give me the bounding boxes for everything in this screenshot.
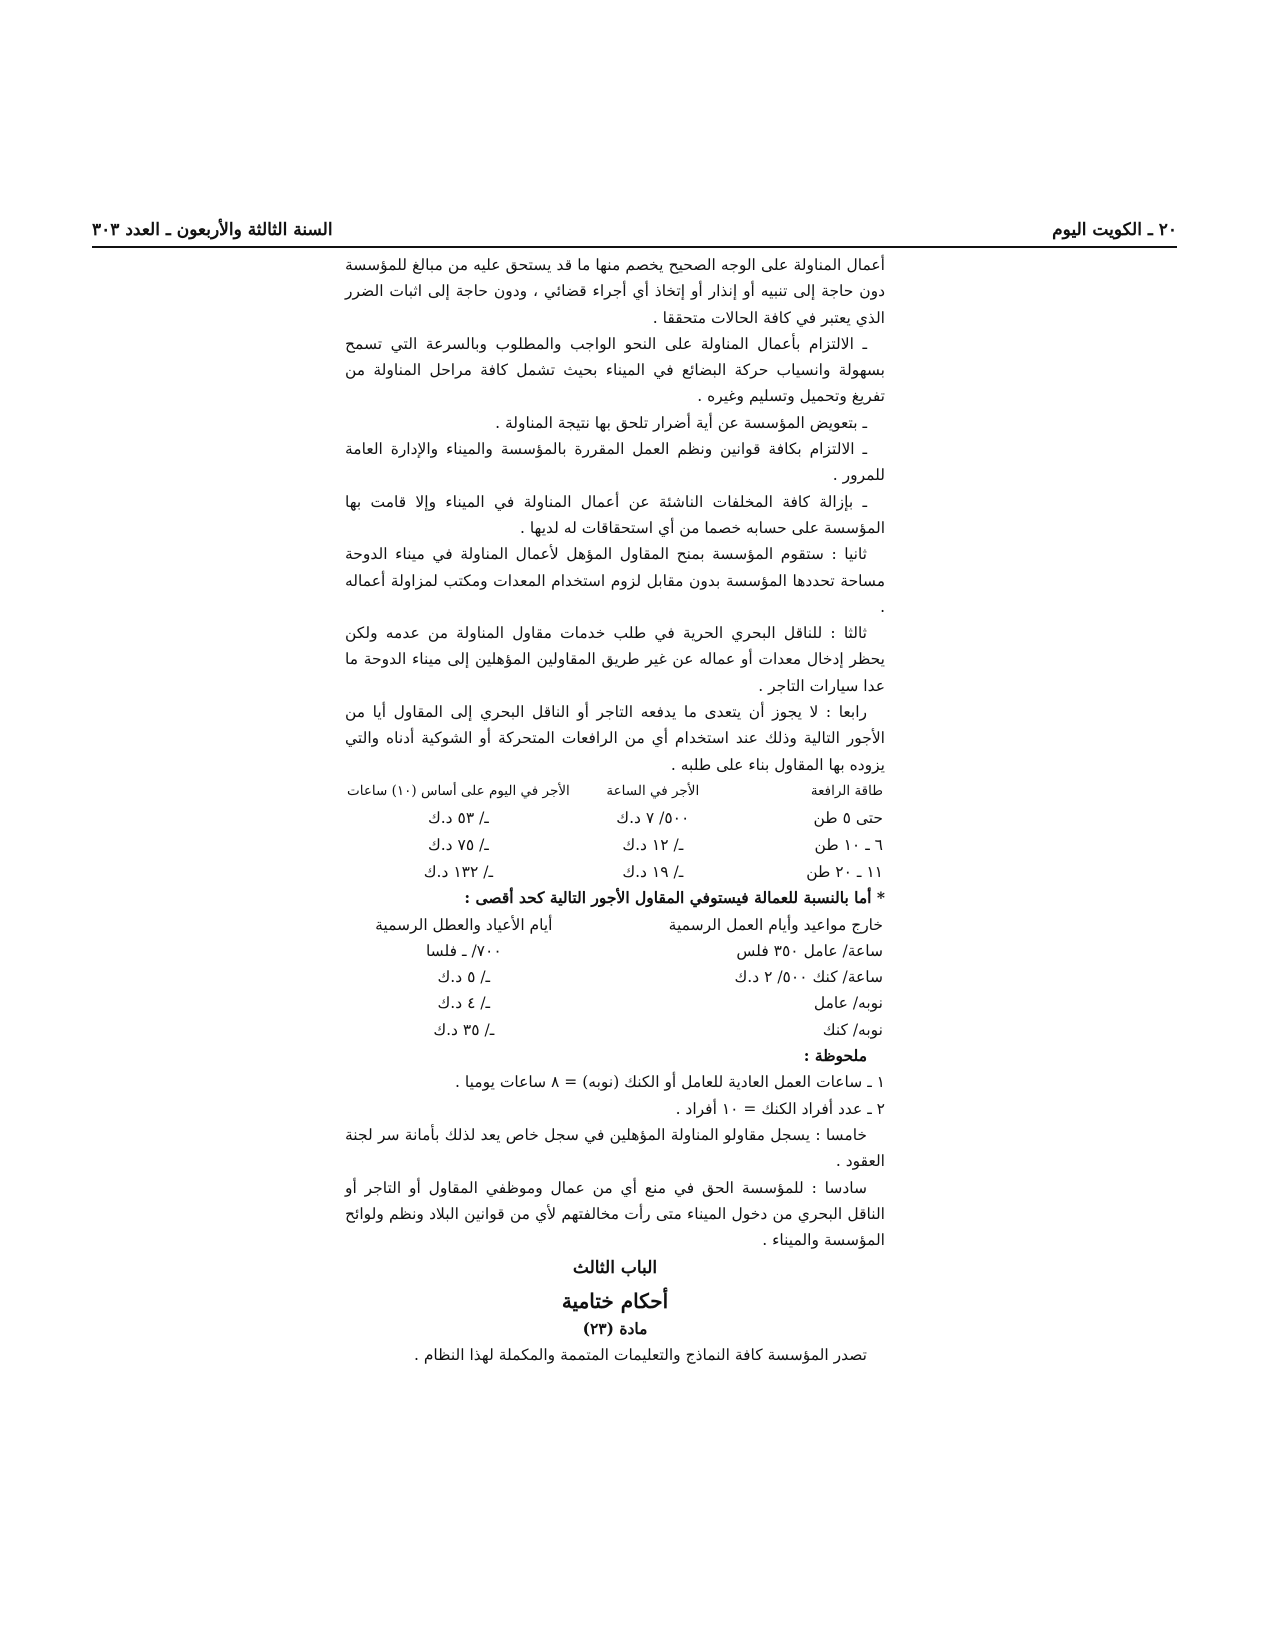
table-row bbox=[345, 938, 885, 964]
paragraph: ثانيا : ستقوم المؤسسة بمنح المقاول المؤهل لأعمال المناولة في ميناء الدوحة مساحة تحددها المؤسسة بدون مقابل لزوم استخدام المعدات ومكتب لمزاولة أعماله . bbox=[345, 545, 885, 616]
table-row bbox=[345, 831, 885, 858]
table-cell: ساعة/ كنك ٥٠٠/ ٢ د.ك bbox=[734, 968, 883, 987]
paragraph: رابعا : لا يجوز أن يتعدى ما يدفعه التاجر أو الناقل البحري إلى المقاول أيا من الأجور التالية وذلك عند استخدام أي من الرافعات المتحركة أو الشوكية أدناه والتي يزوده بها المقاول بناء على طلبه . bbox=[345, 703, 885, 774]
table-row bbox=[345, 990, 885, 1016]
note-item: ١ ـ ساعات العمل العادية للعامل أو الكنك (نوبه) = ٨ ساعات يوميا . bbox=[455, 1073, 885, 1092]
column-header: طاقة الرافعة bbox=[810, 782, 883, 799]
table-cell: ـ/ ١٢ د.ك bbox=[622, 835, 684, 854]
table-header-row bbox=[345, 778, 885, 804]
table-row bbox=[345, 804, 885, 831]
paragraph: ـ الالتزام بأعمال المناولة على النحو الواجب والمطلوب وبالسرعة التي تسمح بسهولة وانسياب حركة البضائع في الميناء بحيث تشمل كافة مراحل المناولة من تفريغ وتحميل وتسليم وغيره . bbox=[345, 334, 885, 406]
section-title: أحكام ختامية bbox=[561, 1288, 669, 1313]
page-title: ٢٠ ـ الكويت اليوم bbox=[1052, 220, 1177, 240]
table-cell: ١١ ـ ٢٠ طن bbox=[806, 862, 883, 881]
table-cell: ـ/ ٥٣ د.ك bbox=[427, 808, 489, 827]
notes-label: ملحوظة : bbox=[803, 1046, 867, 1066]
table-cell: ٦ ـ ١٠ طن bbox=[814, 835, 883, 854]
table-cell: ٧٠٠/ ـ فلسا bbox=[425, 941, 502, 960]
table-cell: نوبه/ عامل bbox=[813, 994, 883, 1013]
paragraph: ـ الالتزام بكافة قوانين ونظم العمل المقررة بالمؤسسة والميناء والإدارة العامة للمرور . bbox=[345, 440, 885, 485]
column-header: الأجر في الساعة bbox=[606, 782, 700, 799]
paragraph: ـ بإزالة كافة المخلفات الناشئة عن أعمال المناولة في الميناء وإلا قامت بها المؤسسة على حسابه خصما من أي استحقاقات له لديها . bbox=[345, 492, 885, 537]
column-header: أيام الأعياد والعطل الرسمية bbox=[375, 915, 553, 934]
paragraph: سادسا : للمؤسسة الحق في منع أي من عمال وموظفي المقاول أو التاجر أو الناقل البحري من دخول الميناء متى رأت مخالفتهم لأي من قوانين البلاد ونظم ولوائح المؤسسة والميناء . bbox=[345, 1178, 885, 1250]
paragraph: ثالثا : للناقل البحري الحرية في طلب خدمات مقاول المناولة من عدمه ولكن يحظر إدخال معدات أو عماله عن غير طريق المقاولين المؤهلين إلى ميناء الدوحة ما عدا سيارات التاجر . bbox=[345, 624, 885, 695]
table-cell: ـ/ ٣٥ د.ك bbox=[433, 1020, 495, 1039]
table-cell: ـ/ ٤ د.ك bbox=[437, 994, 491, 1013]
table-cell: ـ/ ١٩ د.ك bbox=[622, 862, 684, 881]
issue-info: السنة الثالثة والأربعون ـ العدد ٣٠٣ bbox=[92, 220, 333, 240]
labor-intro: * أما بالنسبة للعمالة فيستوفي المقاول الأجور التالية كحد أقصى : bbox=[464, 888, 885, 908]
paragraph: تصدر المؤسسة كافة النماذج والتعليمات المتممة والمكملة لهذا النظام . bbox=[413, 1346, 867, 1365]
note-item: ٢ ـ عدد أفراد الكنك = ١٠ أفراد . bbox=[675, 1099, 885, 1118]
column-header: خارج مواعيد وأيام العمل الرسمية bbox=[668, 915, 883, 934]
table-header-row bbox=[345, 912, 885, 938]
page-header bbox=[92, 220, 1177, 248]
paragraph: خامسا : يسجل مقاولو المناولة المؤهلين في سجل خاص يعد لذلك بأمانة سر لجنة العقود . bbox=[345, 1125, 885, 1171]
table-cell: نوبه/ كنك bbox=[822, 1020, 883, 1039]
table-cell: ـ/ ٥ د.ك bbox=[437, 968, 491, 987]
article-heading: مادة (٢٣) bbox=[582, 1318, 648, 1338]
column-header: الأجر في اليوم على أساس (١٠) ساعات bbox=[347, 782, 570, 799]
paragraph: أعمال المناولة على الوجه الصحيح يخصم منها ما قد يستحق عليه من مبالغ للمؤسسة دون حاجة إلى تنبيه أو إنذار أو إتخاذ أي أجراء قضائي ، ودون حاجة إلى اثبات الضرر الذي يعتبر في كافة الحالات متحققا . bbox=[345, 256, 885, 327]
crane-rates-table bbox=[345, 778, 885, 885]
chapter-heading: الباب الثالث bbox=[572, 1258, 658, 1279]
table-cell: ـ/ ٧٥ د.ك bbox=[427, 835, 489, 854]
paragraph: ـ بتعويض المؤسسة عن أية أضرار تلحق بها نتيجة المناولة . bbox=[495, 413, 867, 432]
table-row bbox=[345, 858, 885, 885]
table-cell: ساعة/ عامل ٣٥٠ فلس bbox=[736, 941, 883, 960]
table-row bbox=[345, 1017, 885, 1043]
labor-rates-table bbox=[345, 912, 885, 1043]
table-cell: ٥٠٠/ ٧ د.ك bbox=[616, 808, 690, 827]
text-column bbox=[345, 252, 885, 1369]
table-row bbox=[345, 964, 885, 990]
table-cell: ـ/ ١٣٢ د.ك bbox=[423, 862, 494, 881]
table-cell: حتى ٥ طن bbox=[813, 808, 883, 827]
